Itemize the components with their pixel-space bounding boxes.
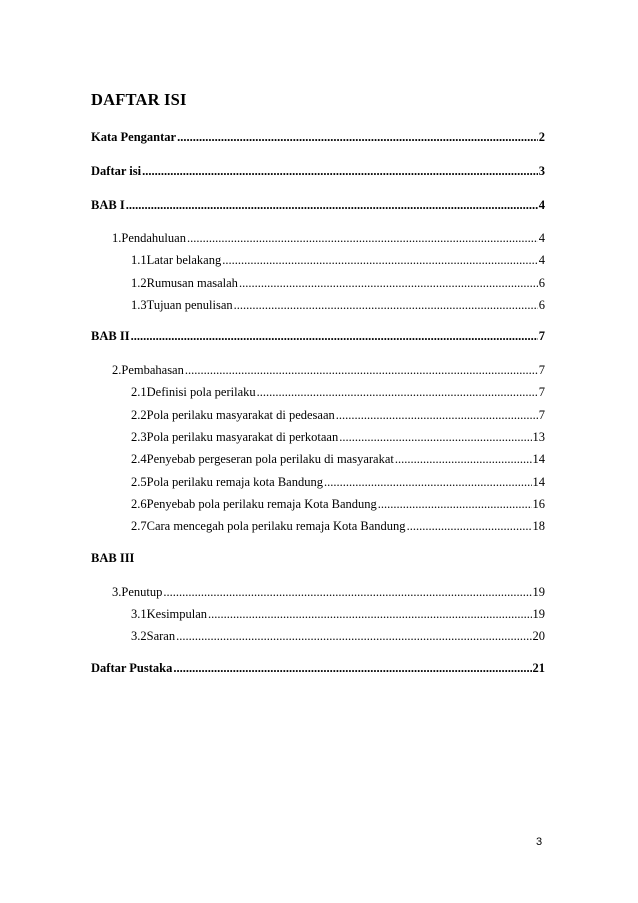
toc-page-number: 14 (532, 452, 545, 466)
toc-label: Kesimpulan (146, 607, 208, 621)
toc-label: Saran (146, 629, 176, 643)
toc-label: Daftar isi (91, 164, 142, 178)
toc-entry-section-2[interactable] (112, 363, 545, 378)
toc-label: Pembahasan (121, 363, 184, 377)
toc-number: 1. (112, 231, 122, 245)
toc-page-number: 7 (538, 408, 545, 422)
toc-page-number: 18 (532, 519, 545, 533)
toc-leader-dots (324, 475, 532, 490)
toc-page-number: 19 (532, 585, 545, 599)
toc-leader-dots (185, 363, 538, 378)
toc-entry-2-4[interactable] (131, 452, 545, 467)
toc-entry-bab-3[interactable]: BAB III (91, 551, 135, 565)
toc-entry-bab-2[interactable] (91, 329, 545, 344)
toc-leader-dots (234, 298, 538, 313)
toc-number: 3. (112, 585, 122, 599)
toc-number: 2.6 (131, 497, 147, 511)
toc-page-number: 6 (538, 276, 545, 290)
toc-number: 2.1 (131, 385, 147, 399)
toc-leader-dots (208, 607, 531, 622)
toc-leader-dots (173, 661, 531, 676)
toc-label: BAB I (91, 198, 125, 212)
toc-leader-dots (142, 164, 538, 179)
toc-entry-kata-pengantar[interactable] (91, 130, 545, 145)
toc-entry-3-1[interactable] (131, 607, 545, 622)
toc-page-number: 7 (538, 363, 545, 377)
toc-leader-dots (126, 198, 538, 213)
toc-entry-section-3[interactable] (112, 585, 545, 600)
toc-entry-section-1[interactable] (112, 231, 545, 246)
toc-page-number: 6 (538, 298, 545, 312)
toc-number: 3.1 (131, 607, 147, 621)
toc-number: 1.1 (131, 253, 147, 267)
toc-label: BAB II (91, 329, 130, 343)
page-number: 3 (536, 836, 543, 848)
toc-leader-dots (222, 253, 538, 268)
toc-leader-dots (339, 430, 531, 445)
toc-number: 2.4 (131, 452, 147, 466)
toc-leader-dots (239, 276, 538, 291)
toc-entry-daftar-pustaka[interactable] (91, 661, 545, 676)
toc-page-number: 21 (532, 661, 545, 675)
toc-number: 1.3 (131, 298, 147, 312)
toc-entry-1-1[interactable] (131, 253, 545, 268)
toc-label: Penutup (121, 585, 163, 599)
toc-leader-dots (176, 629, 531, 644)
toc-label: Kata Pengantar (91, 130, 177, 144)
toc-label: Pola perilaku remaja kota Bandung (146, 475, 323, 489)
toc-leader-dots (187, 231, 538, 246)
toc-label: Pola perilaku masyarakat di perkotaan (146, 430, 339, 444)
toc-leader-dots (163, 585, 531, 600)
toc-leader-dots (177, 130, 538, 145)
toc-page-number: 7 (538, 329, 545, 343)
toc-entry-2-6[interactable] (131, 497, 545, 512)
toc-label: Penyebab pola perilaku remaja Kota Bandung (146, 497, 377, 511)
toc-entry-1-3[interactable] (131, 298, 545, 313)
toc-entry-2-3[interactable] (131, 430, 545, 445)
toc-page-number: 16 (532, 497, 545, 511)
toc-label: Latar belakang (146, 253, 222, 267)
toc-number: 2.3 (131, 430, 147, 444)
toc-leader-dots (131, 329, 538, 344)
toc-label: Rumusan masalah (146, 276, 238, 290)
toc-number: 2.5 (131, 475, 147, 489)
toc-number: 3.2 (131, 629, 147, 643)
toc-page-number: 2 (538, 130, 545, 144)
toc-entry-bab-1[interactable] (91, 198, 545, 213)
toc-leader-dots (407, 519, 532, 534)
toc-leader-dots (378, 497, 532, 512)
toc-page-number: 19 (532, 607, 545, 621)
toc-leader-dots (336, 408, 538, 423)
toc-label: Daftar Pustaka (91, 661, 173, 675)
toc-label: Tujuan penulisan (146, 298, 233, 312)
toc-number: 2.2 (131, 408, 147, 422)
toc-number: 1.2 (131, 276, 147, 290)
toc-entry-3-2[interactable] (131, 629, 545, 644)
toc-page-number: 4 (538, 231, 545, 245)
toc-entry-2-2[interactable] (131, 408, 545, 423)
toc-label: Pendahuluan (121, 231, 186, 245)
toc-page-number: 13 (532, 430, 545, 444)
toc-entry-2-5[interactable] (131, 475, 545, 490)
toc-number: 2.7 (131, 519, 147, 533)
toc-entry-1-2[interactable] (131, 276, 545, 291)
toc-label: Pola perilaku masyarakat di pedesaan (146, 408, 335, 422)
toc-number: 2. (112, 363, 122, 377)
page-title: DAFTAR ISI (91, 90, 187, 109)
toc-label: Penyebab pergeseran pola perilaku di masyarakat (146, 452, 394, 466)
toc-leader-dots (395, 452, 532, 467)
toc-entry-2-7[interactable] (131, 519, 545, 534)
toc-page-number: 14 (532, 475, 545, 489)
toc-page-number: 3 (538, 164, 545, 178)
toc-page-number: 20 (532, 629, 545, 643)
toc-leader-dots (257, 385, 538, 400)
toc-entry-2-1[interactable] (131, 385, 545, 400)
toc-page-number: 4 (538, 198, 545, 212)
toc-page-number: 4 (538, 253, 545, 267)
toc-entry-daftar-isi[interactable] (91, 164, 545, 179)
toc-label: Definisi pola perilaku (146, 385, 256, 399)
toc-label: Cara mencegah pola perilaku remaja Kota Bandung (146, 519, 406, 533)
toc-page-number: 7 (538, 385, 545, 399)
